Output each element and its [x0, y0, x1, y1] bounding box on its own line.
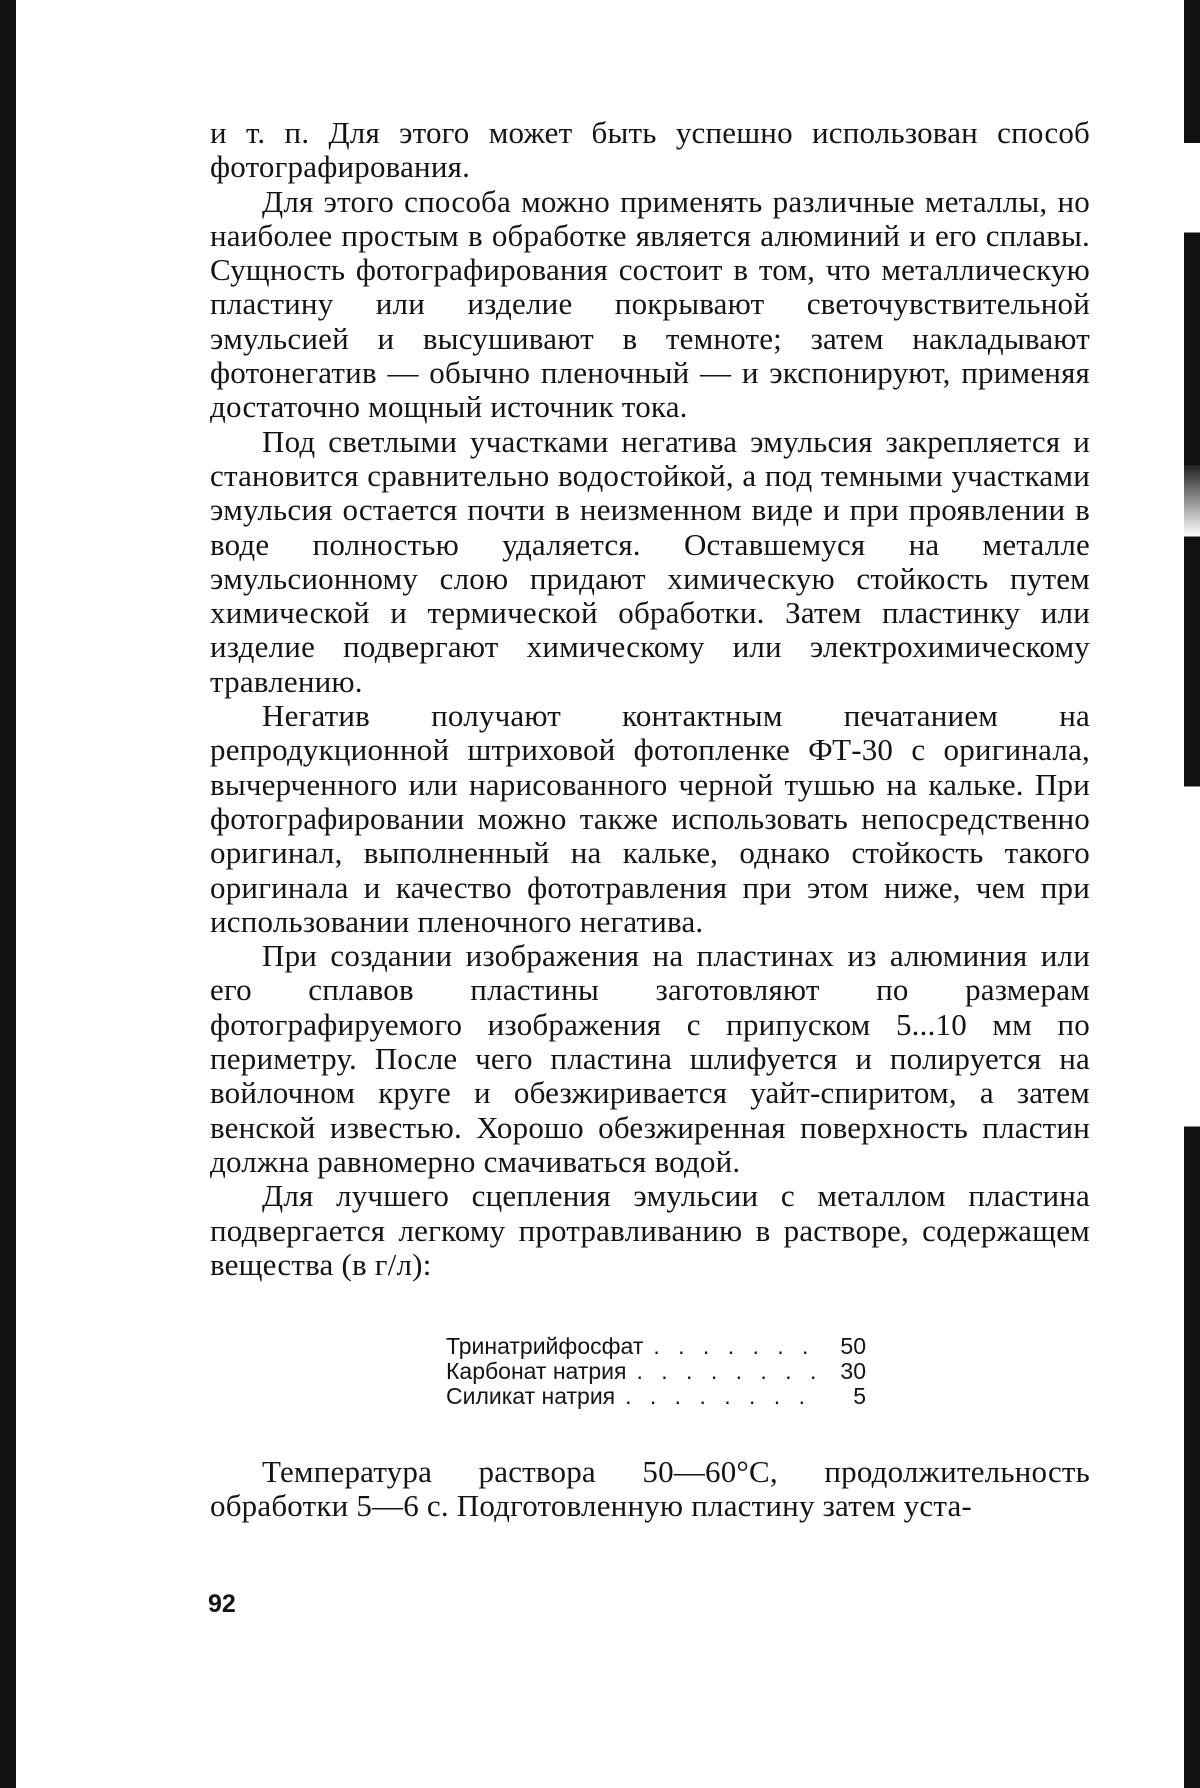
reagent-row: [446, 1384, 866, 1409]
paragraph-1: и т. п. Для этого может быть успешно использован способ фотографирования.: [210, 115, 1090, 185]
scan-edge-left: [0, 0, 16, 1788]
reagent-value: 5: [853, 1383, 866, 1410]
paragraph-2: Для этого способа можно применять различные металлы, но наиболее простым в обработке является алюминий и его сплавы. Сущность фотографирования состоит в том, что металлическую пластину или изделие покрывают светочувствительной эмульсией и высушивают в темноте; затем накладывают фотонегатив — обычно пленочный — и экспонируют, применяя достаточно мощный источник тока.: [210, 183, 1090, 425]
page-body: [210, 116, 1090, 1524]
reagent-name: Силикат натрия: [446, 1383, 616, 1410]
reagent-name: Карбонат натрия: [446, 1358, 627, 1385]
leader-dots: [625, 1384, 820, 1409]
scan-edge-right: [1184, 0, 1200, 1788]
reagent-value: 30: [840, 1358, 866, 1385]
closing-paragraph: Температура раствора 50—60°С, продолжительность обработки 5—6 с. Подготовленную пластину затем уста-: [210, 1454, 1090, 1524]
reagent-name: Тринатрийфосфат: [446, 1333, 644, 1360]
page-number: 92: [208, 1590, 236, 1618]
reagent-row: [446, 1334, 866, 1359]
reagent-table: [446, 1334, 866, 1409]
paragraph-4: Негатив получают контактным печатанием на репродукционной штриховой фотопленке ФТ-30 с оригинала, вычерченного или нарисованного черной тушью на кальке. При фотографировании можно также использовать непосредственно оригинал, выполненный на кальке, однако стойкость такого оригинала и качество фототравления при этом ниже, чем при использовании пленочного негатива.: [210, 698, 1090, 939]
paragraph-6: Для лучшего сцепления эмульсии с металлом пластина подвергается легкому протравливанию в растворе, содержащем вещества (в г/л):: [210, 1178, 1090, 1282]
leader-dots: [636, 1359, 820, 1384]
leader-dots: [653, 1334, 820, 1359]
reagent-value: 50: [840, 1333, 866, 1360]
paragraph-3: Под светлыми участками негатива эмульсия закрепляется и становится сравнительно водостойкой, а под темными участками эмульсия остается почти в неизменном виде и при проявлении в воде полностью удаляется. Оставшемуся на металле эмульсионному слою придают химическую стойкость путем химической и термической обработки. Затем пластинку или изделие подвергают химическому или электрохимическому травлению.: [210, 423, 1090, 699]
paragraph-5: При создании изображения на пластинах из алюминия или его сплавов пластины заготовляют по размерам фотографируемого изображения с припуском 5...10 мм по периметру. После чего пластина шлифуется и полируется на войлочном круге и обезжиривается уайт-спиритом, а затем венской известью. Хорошо обезжиренная поверхность пластин должна равномерно смачиваться водой.: [210, 938, 1090, 1179]
reagent-row: [446, 1359, 866, 1384]
